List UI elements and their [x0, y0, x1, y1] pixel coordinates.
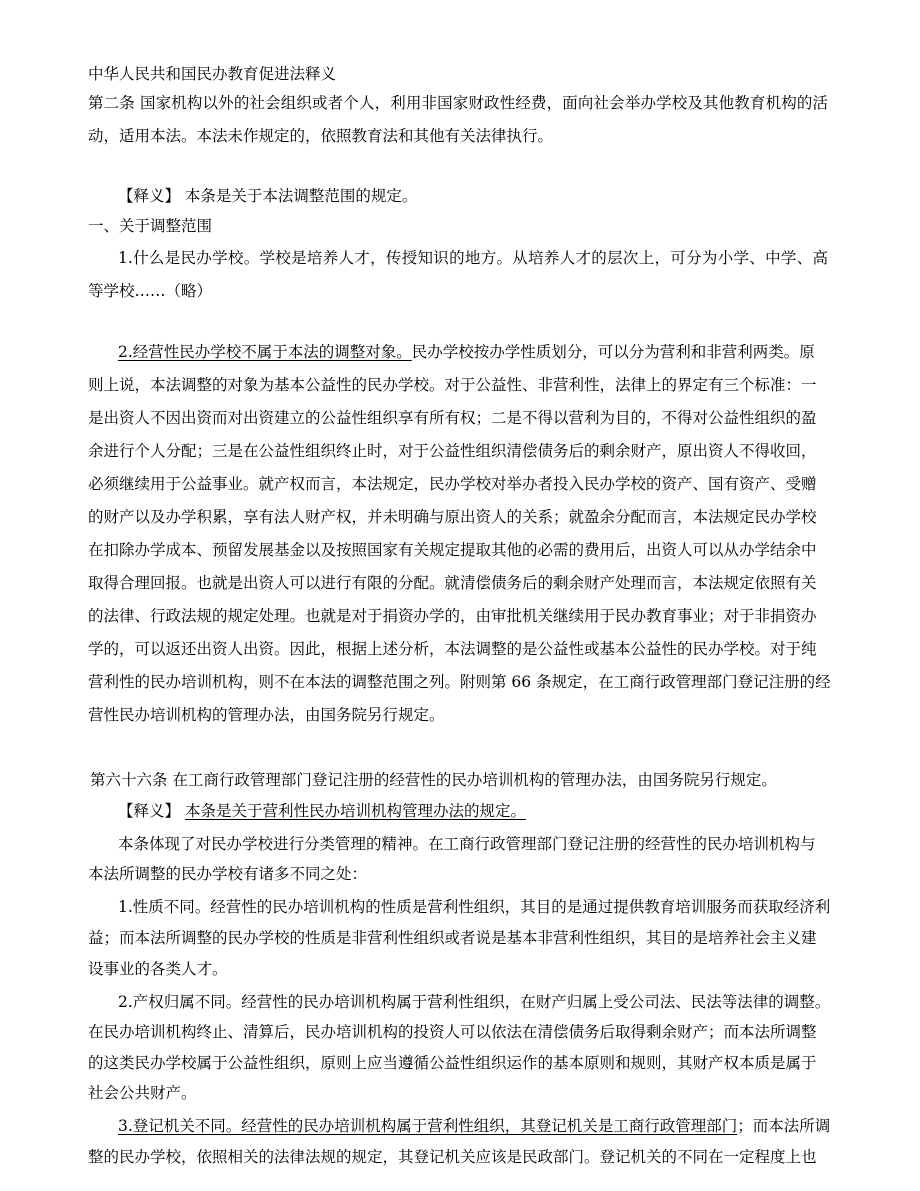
paragraph-2-line: 余进行个人分配；三是在公益性组织终止时，对于公益性组织清偿债务后的剩余财产，原出资人不得收回，: [88, 442, 817, 460]
paragraph-6-line-1: [118, 1116, 830, 1136]
article-2-line-1: 第二条 国家机构以外的社会组织或者个人，利用非国家财政性经费，面向社会举办学校及其他教育机构的活: [88, 94, 828, 112]
paragraph-2-line: 则上说，本法调整的对象为基本公益性的民办学校。对于公益性、非营利性，法律上的界定有三个标准：一: [88, 376, 817, 394]
paragraph-2-line: 是出资人不因出资而对出资建立的公益性组织享有所有权；二是不得以营利为目的，不得对公益性组织的盈: [88, 409, 817, 427]
paragraph-2-line: 在扣除办学成本、预留发展基金以及按照国家有关规定提取其他的必需的费用后，出资人可以从办学结余中: [88, 541, 817, 559]
paragraph-4-line-3: 设事业的各类人才。: [88, 960, 228, 978]
interpretation-heading-1: 【释义】 本条是关于本法调整范围的规定。: [118, 187, 418, 205]
paragraph-3-line-1: 本条体现了对民办学校进行分类管理的精神。在工商行政管理部门登记注册的经营性的民办培训机构与: [118, 835, 816, 853]
interpretation-2-underlined: 本条是关于营利性民办培训机构管理办法的规定。: [184, 802, 526, 820]
paragraph-2-line: 营性民办培训机构的管理办法，由国务院另行规定。: [88, 706, 445, 724]
paragraph-2-line-1: [118, 342, 815, 362]
section-heading-1: 一、关于调整范围: [88, 217, 213, 235]
paragraph-3-line-2: 本法所调整的民办学校有诸多不同之处：: [88, 865, 368, 883]
paragraph-4-line-1: 1.性质不同。经营性的民办培训机构的性质是营利性组织，其目的是通过提供教育培训服务而获取经济利: [118, 898, 831, 916]
interpretation-heading-2: [118, 801, 526, 821]
paragraph-6-line-1-rest: ；而本法所调: [737, 1117, 831, 1135]
paragraph-6-underlined-heading: 3.登记机关不同。经营性的民办培训机构属于营利性组织，其登记机关是工商行政管理部门: [118, 1117, 738, 1135]
paragraph-2-line: 的财产以及办学积累，享有法人财产权，并未明确与原出资人的关系；就盈余分配而言，本法规定民办学校: [88, 508, 817, 526]
paragraph-5-line-2: 在民办培训机构终止、清算后，民办培训机构的投资人可以依法在清偿债务后取得剩余财产；而本法所调整: [88, 1023, 817, 1041]
interpretation-2-prefix: 【释义】: [118, 802, 185, 820]
article-2-line-2: 动，适用本法。本法未作规定的，依照教育法和其他有关法律执行。: [88, 127, 554, 145]
paragraph-2-line: 营利性的民办培训机构，则不在本法的调整范围之列。附则第 66 条规定，在工商行政管理部门登记注册的经: [88, 673, 831, 691]
paragraph-1-line-1: 1.什么是民办学校。学校是培养人才，传授知识的地方。从培养人才的层次上，可分为小学、中学、高: [118, 249, 828, 267]
paragraph-2-line: 取得合理回报。也就是出资人可以进行有限的分配。就清偿债务后的剩余财产处理而言，本法规定依照有关: [88, 574, 817, 592]
paragraph-2-line: 的法律、行政法规的规定处理。也就是对于捐资办学的，由审批机关继续用于民办教育事业；对于非捐资办: [88, 607, 817, 625]
article-66: 第六十六条 在工商行政管理部门登记注册的经营性的民办培训机构的管理办法，由国务院另行规定。: [90, 771, 777, 789]
paragraph-6-line-2: 整的民办学校，依照相关的法律法规的规定，其登记机关应该是民政部门。登记机关的不同在一定程度上也: [88, 1148, 817, 1166]
paragraph-2-underlined-heading: 2.经营性民办学校不属于本法的调整对象。: [118, 343, 412, 361]
paragraph-5-line-1: 2.产权归属不同。经营性的民办培训机构属于营利性组织，在财产归属上受公司法、民法等法律的调整。: [118, 993, 831, 1011]
document-title: 中华人民共和国民办教育促进法释义: [88, 65, 337, 83]
paragraph-5-line-4: 社会公共财产。: [88, 1084, 197, 1102]
paragraph-2-line: 必须继续用于公益事业。就产权而言，本法规定，民办学校对举办者投入民办学校的资产、国有资产、受赠: [88, 475, 817, 493]
paragraph-5-line-3: 的这类民办学校属于公益性组织，原则上应当遵循公益性组织运作的基本原则和规则，其财产权本质是属于: [88, 1054, 817, 1072]
paragraph-1-line-2: 等学校……（略）: [88, 282, 213, 300]
paragraph-2-line: 学的，可以返还出资人出资。因此，根据上述分析，本法调整的是公益性或基本公益性的民办学校。对于纯: [88, 640, 817, 658]
paragraph-4-line-2: 益；而本法所调整的民办学校的性质是非营利性组织或者说是基本非营利性组织，其目的是培养社会主义建: [88, 929, 817, 947]
paragraph-2-line-1-rest: 民办学校按办学性质划分，可以分为营利和非营利两类。原: [411, 343, 815, 361]
